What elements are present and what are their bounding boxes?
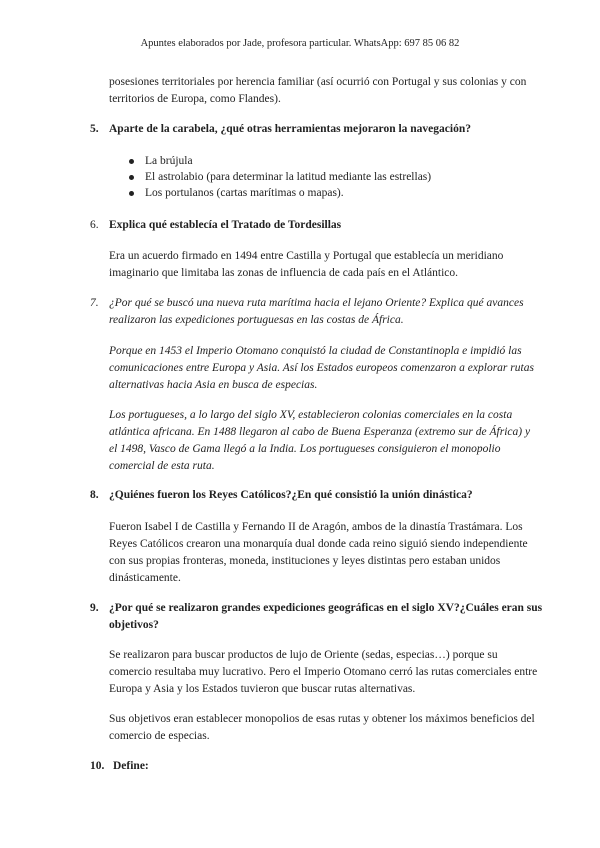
question-10-number: 10. <box>90 760 105 772</box>
question-8-answer: Fueron Isabel I de Castilla y Fernando II de Aragón, ambos de la dinastía Trastámara. Los Reyes Católicos crearon una monarquía dual donde cada reino siguió siendo independiente con sus propias fronteras, moneda, instituciones y leyes distintas pero estaban unidos dinásticamente. <box>109 521 528 584</box>
list-item: El astrolabio (para determinar la latitud mediante las estrellas) <box>129 169 431 185</box>
page-header: Apuntes elaborados por Jade, profesora particular. WhatsApp: 697 85 06 82 <box>140 38 460 49</box>
list-item: La brújula <box>129 153 431 169</box>
question-7-answer-2: Los portugueses, a lo largo del siglo XV, establecieron colonias comerciales en la costa atlántica africana. En 1488 llegaron al cabo de Buena Esperanza (extremo sur de África) y el 1498, Vasco de Gama llegó a la India. Los portugueses consiguieron el monopolio comercial de esta ruta. <box>109 409 531 472</box>
question-7-answer-1: Porque en 1453 el Imperio Otomano conquistó la ciudad de Constantinopla e impidió las comunicaciones entre Europa y Asia. Así los Estados europeos comenzaron a explorar rutas alternativas hacia Asia en busca de especias. <box>109 345 534 391</box>
question-7-number: 7. <box>90 297 99 309</box>
question-6-answer: Era un acuerdo firmado en 1494 entre Castilla y Portugal que establecía un meridiano imaginario que limitaba las zonas de influencia de cada país en el Atlántico. <box>109 250 504 279</box>
question-9-answer-1: Se realizaron para buscar productos de lujo de Oriente (sedas, especias…) porque su comercio resultaba muy lucrativo. Pero el Imperio Otomano cerró las rutas comerciales entre Europa y Asia y los Estados tuvieron que buscar rutas alternativas. <box>109 649 538 695</box>
question-5-number: 5. <box>90 123 99 135</box>
question-8 <box>90 487 540 504</box>
question-10-text: Define: <box>113 760 149 772</box>
question-9-text: ¿Por qué se realizaron grandes expediciones geográficas en el siglo XV?¿Cuáles eran sus objetivos? <box>109 602 543 631</box>
question-9-number: 9. <box>90 602 99 614</box>
intro-paragraph: posesiones territoriales por herencia familiar (así ocurrió con Portugal y sus colonias y con territorios de Europa, como Flandes). <box>109 76 527 105</box>
list-item: Los portulanos (cartas marítimas o mapas). <box>129 185 431 201</box>
question-5 <box>90 121 540 138</box>
question-5-text: Aparte de la carabela, ¿qué otras herramientas mejoraron la navegación? <box>109 123 471 135</box>
question-8-number: 8. <box>90 489 99 501</box>
question-9 <box>90 600 559 634</box>
question-7-text: ¿Por qué se buscó una nueva ruta marítima hacia el lejano Oriente? Explica qué avances realizaron las expediciones portuguesas en las costas de África. <box>109 297 524 326</box>
question-6 <box>90 217 540 234</box>
question-10 <box>90 758 540 775</box>
question-7 <box>90 295 559 329</box>
question-6-number: 6. <box>90 219 99 231</box>
question-8-text: ¿Quiénes fueron los Reyes Católicos?¿En qué consistió la unión dinástica? <box>109 489 473 501</box>
question-6-text: Explica qué establecía el Tratado de Tordesillas <box>109 219 342 231</box>
question-5-list <box>129 153 431 201</box>
question-9-answer-2: Sus objetivos eran establecer monopolios de esas rutas y obtener los máximos beneficios del comercio de especias. <box>109 713 535 742</box>
